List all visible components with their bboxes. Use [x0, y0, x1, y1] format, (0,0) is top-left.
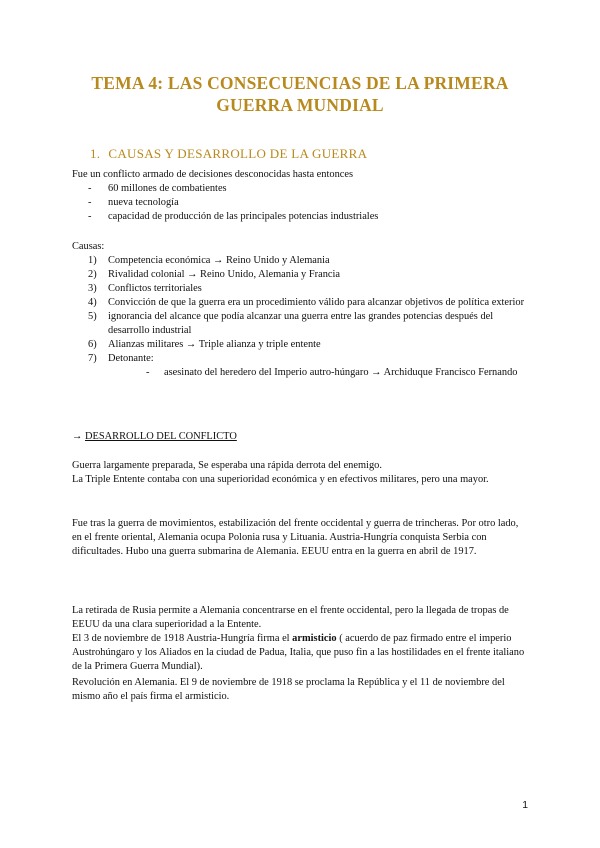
list-item: - nueva tecnología	[88, 197, 179, 208]
paragraph: La retirada de Rusia permite a Alemania concentrarse en el frente occidental, pero la llegada de tropas de EEUU da una clara superioridad a la Entente. El 3 de noviembre de 1918 Austria-Hungría firma el armisticio ( acuerdo de paz firmado entre el imperio Austrohúngaro y los Aliados en la ciudad de Padua, Italia, que puso fin a las hostilidades en el frente italiano de la Primera Guerra Mundial).	[72, 605, 525, 672]
paragraph: Fue tras la guerra de movimientos, estabilización del frente occidental y guerra de trincheras. Por otro lado, en el frente oriental, Alemania ocupa Polonia rusa y Lituania. Austria-Hungría conquista Serbia con dificultades. Hubo una guerra submarina de Alemania. EEUU entra en la guerra en abril de 1917.	[72, 518, 519, 557]
causas-label: Causas:	[72, 241, 105, 252]
list-item: - 60 millones de combatientes	[88, 183, 227, 194]
list-item: 7) Detonante: - asesinato del heredero del Imperio autro-húngaro → Archiduque Francisco Fernando	[88, 352, 528, 380]
armisticio-term: armisticio	[292, 633, 337, 644]
list-item: 4) Convicción de que la guerra era un procedimiento válido para alcanzar objetivos de política exterior	[88, 297, 525, 308]
paragraph: Revolución en Alemania. El 9 de noviembre de 1918 se proclama la República y el 11 de noviembre del mismo año el país firma el armisticio.	[72, 677, 505, 702]
list-item: 2) Rivalidad colonial → Reino Unido, Alemania y Francia	[88, 269, 341, 280]
list-item: - capacidad de producción de las principales potencias industriales	[88, 211, 379, 222]
page-number: 1	[522, 800, 528, 811]
title-line-2: GUERRA MUNDIAL	[216, 95, 384, 115]
section-number: 1.	[90, 146, 101, 161]
list-item: 6) Alianzas militares → Triple alianza y triple entente	[88, 339, 321, 350]
arrow-icon: →	[72, 431, 83, 442]
list-item: - asesinato del heredero del Imperio autro-húngaro → Archiduque Francisco Fernando	[146, 367, 518, 378]
list-item: 3) Conflictos territoriales	[88, 283, 202, 294]
paragraph: Guerra largamente preparada, Se esperaba una rápida derrota del enemigo. La Triple Entente contaba con una superioridad económica y en efectivos militares, pero una mayor.	[72, 460, 489, 485]
section-heading	[90, 146, 367, 162]
detonante-sublist	[108, 366, 528, 380]
desarrollo-heading	[72, 430, 237, 444]
title-line-1: TEMA 4: LAS CONSECUENCIAS DE LA PRIMERA	[91, 73, 509, 93]
document-title	[60, 72, 540, 116]
characteristics-list	[88, 182, 378, 224]
intro-text: Fue un conflicto armado de decisiones desconocidas hasta entonces	[72, 169, 354, 180]
causas-list	[88, 254, 528, 380]
list-item: 1) Competencia económica → Reino Unido y Alemania	[88, 255, 330, 266]
section-title: CAUSAS Y DESARROLLO DE LA GUERRA	[108, 146, 368, 161]
desarrollo-label: DESARROLLO DEL CONFLICTO	[85, 431, 237, 442]
list-item: 5) ignorancia del alcance que podía alcanzar una guerra entre las grandes potencias después del desarrollo industrial	[88, 311, 494, 336]
